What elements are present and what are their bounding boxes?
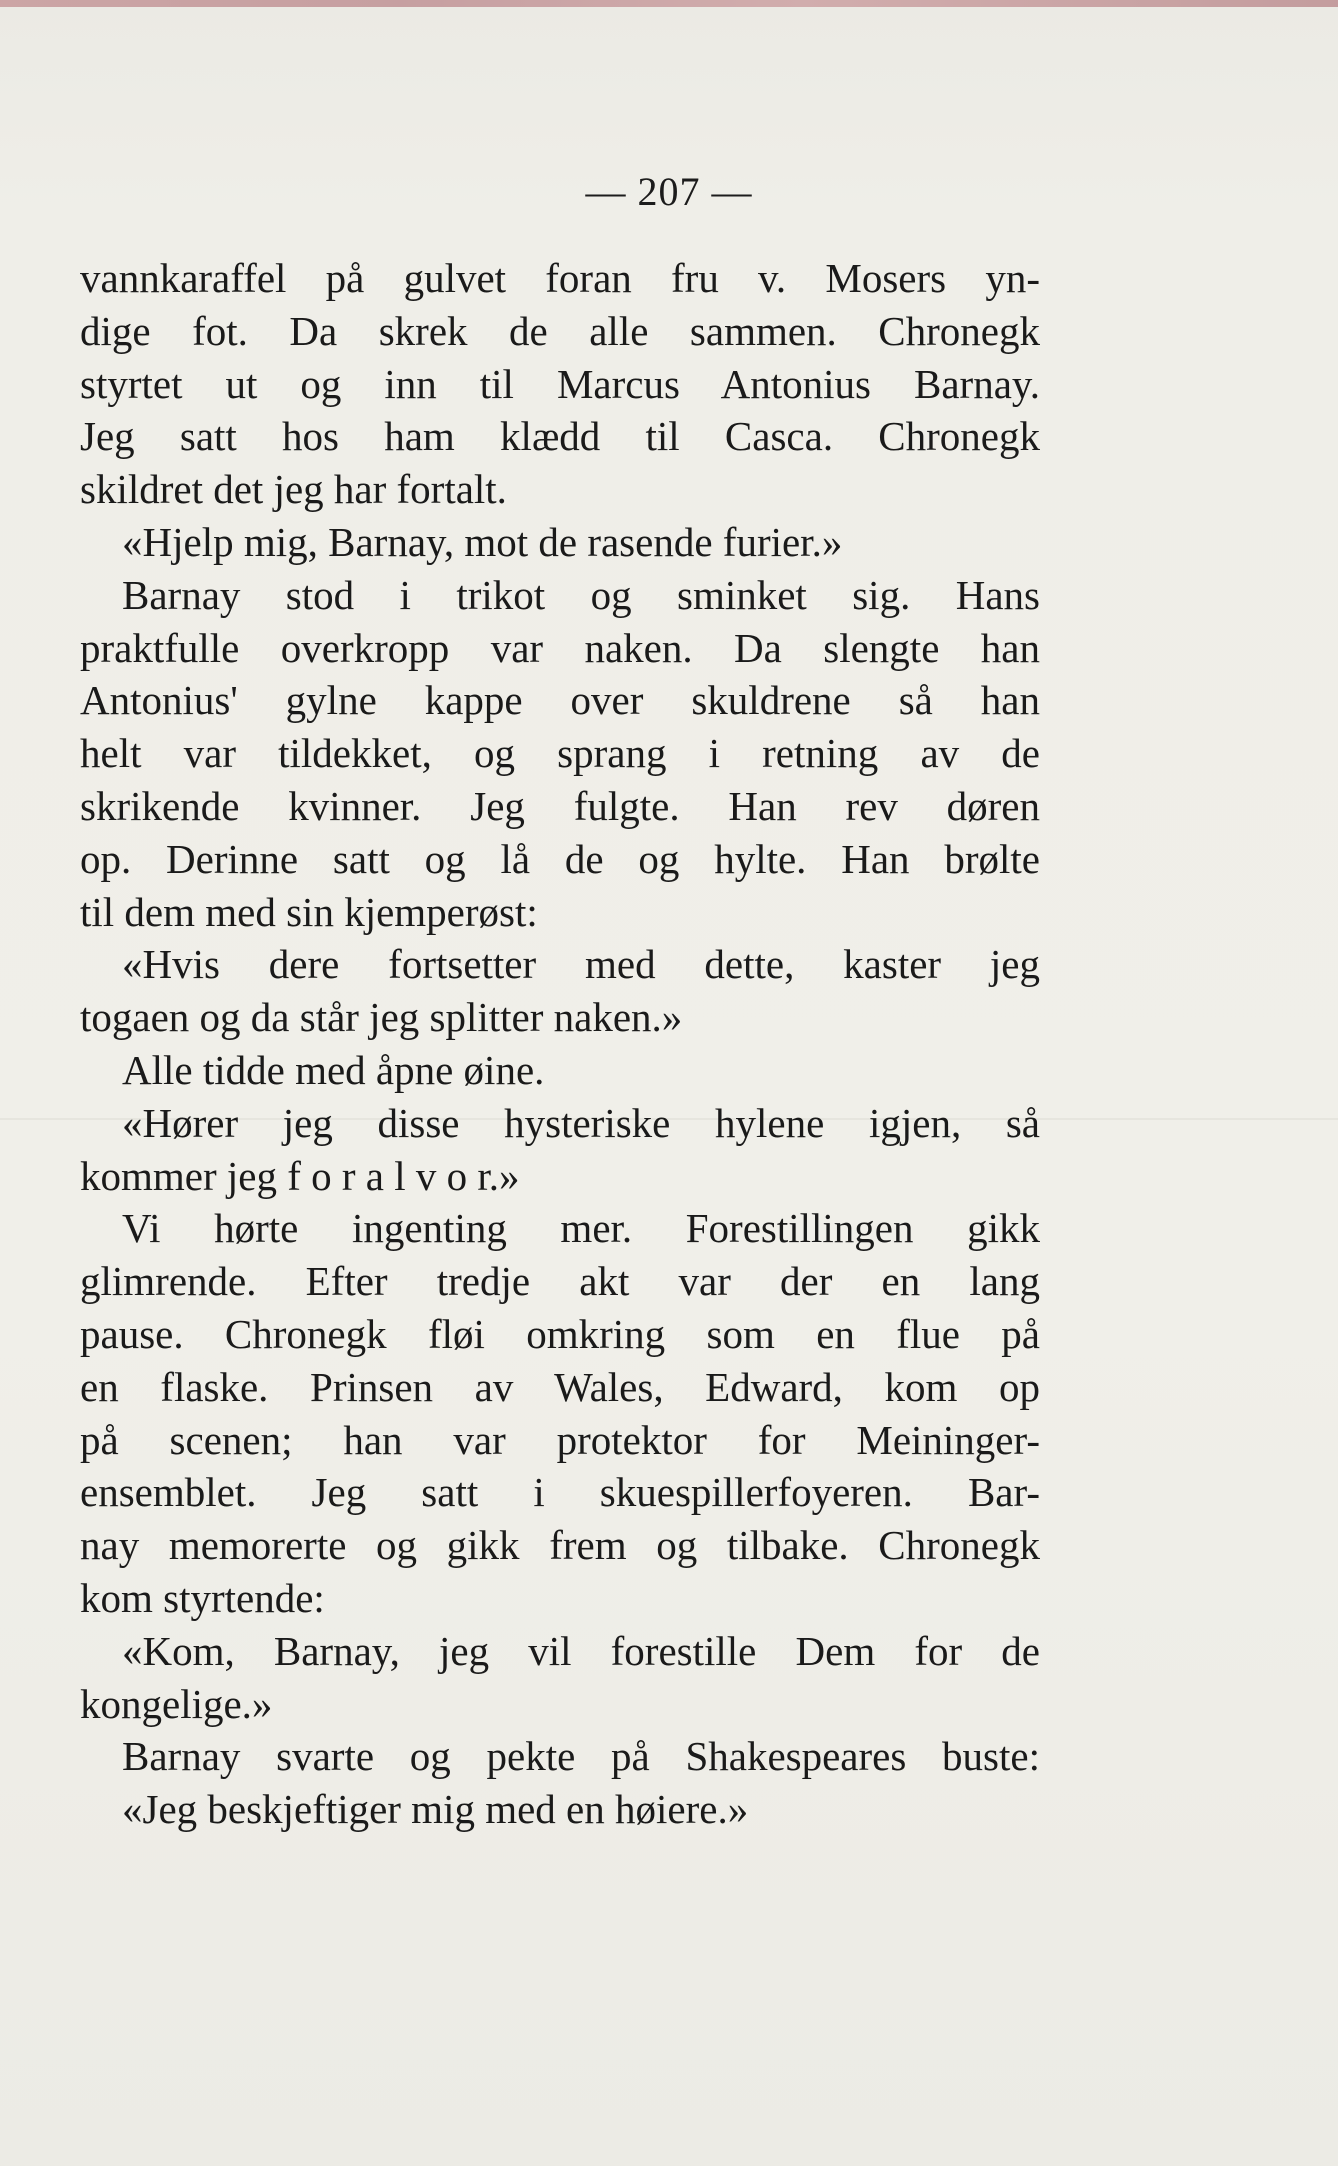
text-line: styrtet ut og inn til Marcus Antonius Barnay. [80,360,1040,407]
text-line: vannkaraffel på gulvet foran fru v. Mosers yn- [80,255,1040,301]
text-line: kongelige.» [80,1680,273,1727]
text-line: en flaske. Prinsen av Wales, Edward, kom op [80,1363,1040,1410]
text-line: Jeg satt hos ham klædd til Casca. Chronegk [80,413,1040,460]
text-line: glimrende. Efter tredje akt var der en lang [80,1258,1040,1305]
text-line: ensemblet. Jeg satt i skuespillerfoyeren. Bar- [80,1469,1040,1516]
text-line: praktfulle overkropp var naken. Da slengte han [80,624,1040,671]
text-line: «Hører jeg disse hysteriske hylene igjen, så [122,1099,1040,1146]
text-line: pause. Chronegk fløi omkring som en flue på [80,1310,1040,1357]
text-line: «Jeg beskjeftiger mig med en høiere.» [122,1786,749,1833]
text-line: Antonius' gylne kappe over skuldrene så han [80,677,1040,724]
text-line: skildret det jeg har fortalt. [80,466,507,513]
text-line: «Kom, Barnay, jeg vil forestille Dem for de [122,1627,1040,1674]
text-line: Barnay stod i trikot og sminket sig. Hans [122,571,1040,618]
text-line: Barnay svarte og pekte på Shakespeares buste: [122,1733,1040,1780]
text-line: «Hvis dere fortsetter med dette, kaster jeg [122,941,1040,988]
text-line: Alle tidde med åpne øine. [122,1046,545,1093]
text-line: togaen og da står jeg splitter naken.» [80,994,683,1041]
page-top-edge [0,0,1338,7]
text-line: «Hjelp mig, Barnay, mot de rasende furier.» [122,518,843,565]
text-line: kommer jeg f o r a l v o r.» [80,1152,520,1199]
text-line: Vi hørte ingenting mer. Forestillingen gikk [122,1205,1040,1252]
text-line: på scenen; han var protektor for Meininger- [80,1416,1040,1463]
text-line: skrikende kvinner. Jeg fulgte. Han rev døren [80,782,1040,829]
page-number: — 207 — [585,169,753,214]
text-line: kom styrtende: [80,1574,325,1621]
text-line: op. Derinne satt og lå de og hylte. Han brølte [80,835,1040,882]
text-line: nay memorerte og gikk frem og tilbake. Chronegk [80,1522,1040,1569]
body-text [80,252,1040,1836]
text-line: helt var tildekket, og sprang i retning av de [80,730,1040,777]
text-line: dige fot. Da skrek de alle sammen. Chronegk [80,307,1040,354]
text-line: til dem med sin kjemperøst: [80,888,538,935]
